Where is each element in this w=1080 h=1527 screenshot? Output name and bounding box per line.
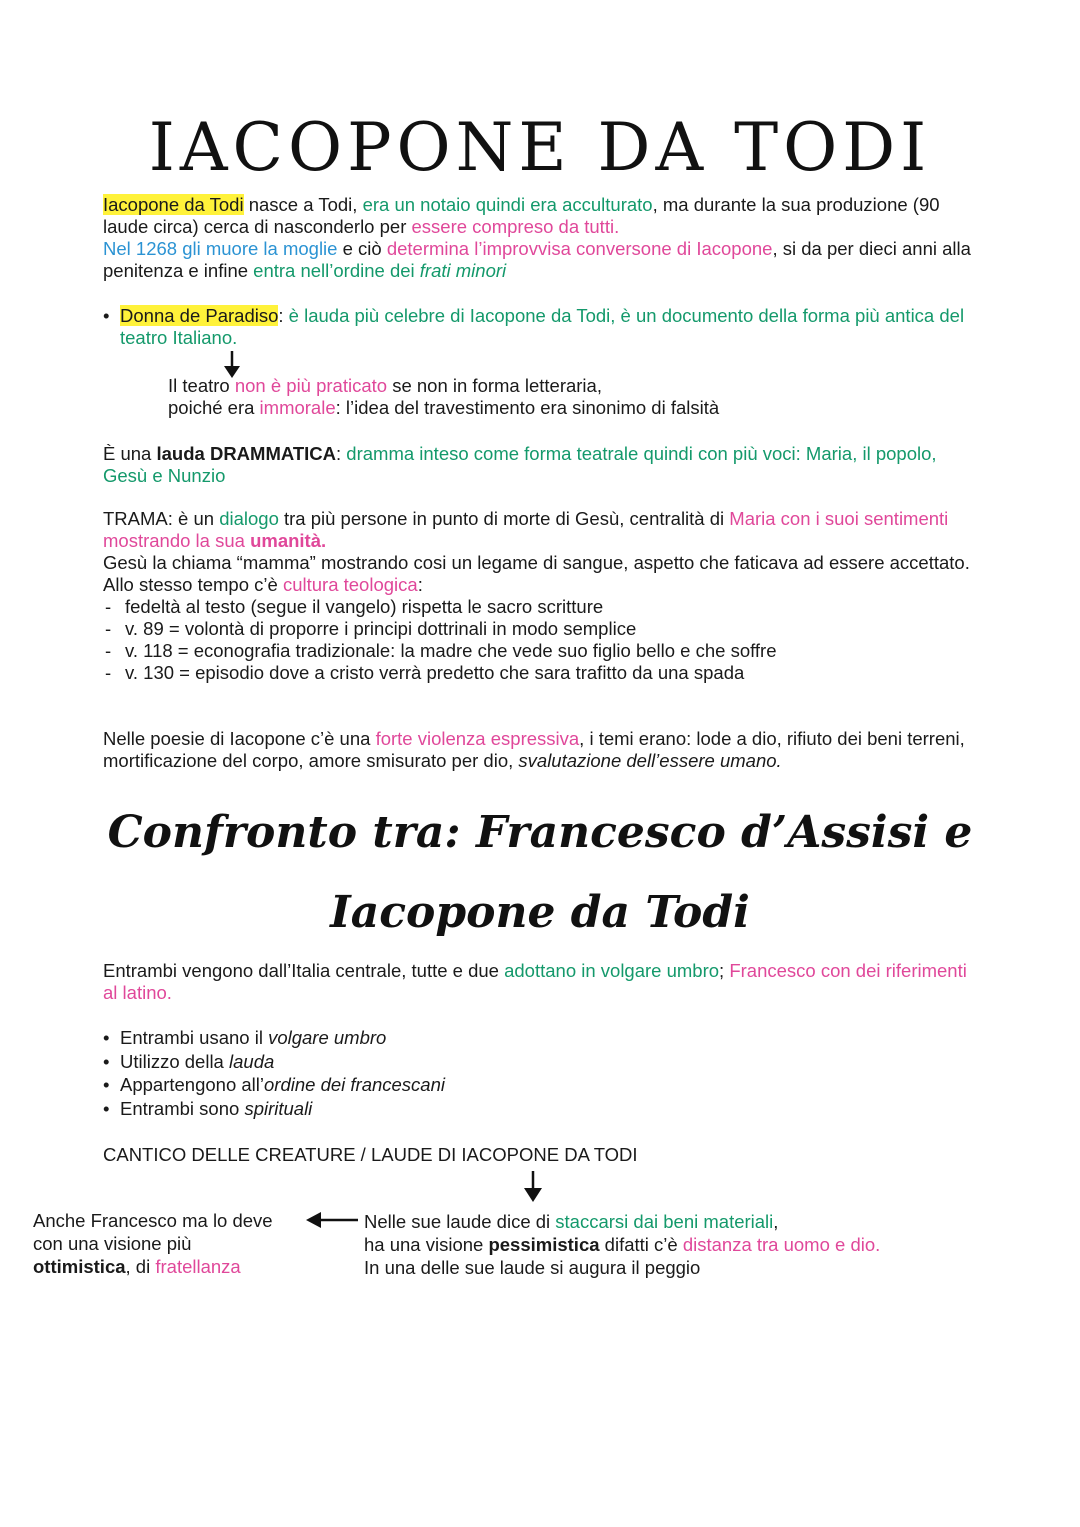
page-title: IACOPONE DA TODI [148,109,932,186]
intro-text-4: , si da per dieci anni alla penitenza e infine [103,238,971,281]
conversione-text: determina l’improvvisa conversone di Iacopone [386,238,773,259]
svalutazione-text: svalutazione dell’essere umano. [518,750,782,771]
intro-text: nasce a Todi, [243,194,363,215]
confronto-heading-line-2: Iacopone da Todi [330,887,750,938]
right-note-text-2: ha una visione [364,1234,489,1255]
maria-text: Maria con i suoi sentimenti mostrando la sua [103,508,949,551]
drammatica-paragraph [103,443,973,487]
donna-colon: : [278,305,289,326]
drammatica-colon: : [336,443,347,464]
bullet-list [103,1026,803,1120]
bullet-em: ordine dei francescani [264,1074,445,1095]
drammatica-text: È una [103,443,157,464]
compreso-text: essere compreso da tutti. [411,216,620,237]
list-item: - fedeltà al testo (segue il vangelo) rispetta le sacro scritture [103,596,983,618]
trama-line-3 [103,574,983,596]
adottano-text: adottano in volgare umbro [504,960,720,981]
list-item [103,1050,803,1074]
right-note-text: Nelle sue laude dice di [364,1211,556,1232]
lauda-drammatica: lauda DRAMMATICA [156,443,337,464]
list-item: - v. 118 = econografia tradizionale: la madre che vede suo figlio bello e che soffre [103,640,983,662]
list-item: - v. 130 = episodio dove a cristo verrà predetto che sara trafitto da una spada [103,662,983,684]
bullet-em: spirituali [244,1097,313,1119]
distanza-text: distanza tra uomo e dio. [682,1234,881,1255]
right-note [364,1210,1064,1279]
teatro-text-4: : l’idea del travestimento era sinonimo di falsità [335,397,720,418]
bullet-text: Utilizzo della [120,1050,229,1072]
frati-text: frati minori [419,260,507,281]
right-note-comma: , [773,1211,779,1232]
teatro-text-3: poiché era [168,397,260,418]
bullet-em: volgare umbro [268,1027,387,1048]
dialogo-text: dialogo [219,508,279,529]
left-note-line-1: Anche Francesco ma lo deve [33,1210,273,1231]
ordine-text: entra nell’ordine dei [253,260,420,281]
donna-bullet [103,305,980,349]
entrambi-paragraph [103,960,973,1004]
list-item [103,1097,803,1121]
right-note-text-3: difatti c’è [599,1234,683,1255]
list-item [103,1073,803,1097]
bullet-text: Entrambi sono [120,1097,245,1119]
left-note-text: , di [125,1256,156,1277]
cultura-text: cultura teologica [282,574,418,595]
poesie-paragraph [103,728,983,772]
trama-section [103,508,983,684]
pessimistica-text: pessimistica [488,1234,600,1255]
cantico-heading: CANTICO DELLE CREATURE / LAUDE DI IACOPONE DA TODI [103,1144,638,1165]
trama-line-2: Gesù la chiama “mamma” mostrando cosi un legame di sangue, aspetto che faticava ad essere accettato. [103,552,970,573]
donna-desc: è lauda più celebre di Iacopone da Todi, è un documento della forma più antica del teatro Italiano. [120,305,965,348]
donna-highlight: Donna de Paradiso [120,305,279,326]
umanita-text: umanità. [250,530,327,551]
entrambi-sep: ; [719,960,730,981]
entrambi-text: Entrambi vengono dall’Italia centrale, tutte e due [103,960,505,981]
confronto-heading-line-1: Confronto tra: Francesco d’Assisi e [107,807,973,858]
left-note-line-2: con una visione più [33,1233,192,1254]
right-note-line-3: In una delle sue laude si augura il peggio [364,1257,701,1278]
arrow-left-icon [305,1210,359,1230]
highlight-name: Iacopone da Todi [103,194,244,215]
fratellanza-text: fratellanza [155,1256,241,1277]
left-note [33,1209,303,1278]
non-praticato-text: non è più praticato [234,375,388,396]
bullet-text: Entrambi usano il [120,1027,269,1048]
drammatica-desc: dramma inteso come forma teatrale quindi con più voci: Maria, il popolo, Gesù e Nunzio [103,443,937,486]
teatro-note [168,375,928,419]
staccarsi-text: staccarsi dai beni materiali [555,1211,774,1232]
bullet-em: lauda [229,1050,275,1072]
arrow-down-icon [522,1170,544,1204]
trama-colon: : [417,574,423,595]
poesie-text-2: , i temi erano: lode a dio, rifiuto dei beni terreni, mortificazione del corpo, amore smisurato per dio, [103,728,965,771]
intro-text-3: e ciò [337,238,387,259]
intro-paragraph [103,194,983,282]
teatro-text: Il teatro [168,375,235,396]
francesco-text: Francesco con dei riferimenti al latino. [103,960,967,1003]
violenza-text: forte violenza espressiva [375,728,580,749]
immorale-text: immorale [259,397,336,418]
list-item [103,1026,803,1050]
intro-text-2: , ma durante la sua produzione (90 laude circa) cerca di nasconderlo per [103,194,940,237]
ottimistica-text: ottimistica [33,1256,126,1277]
trama-paragraph [103,508,983,552]
poesie-text: Nelle poesie di Iacopone c’è una [103,728,376,749]
notaio-text: era un notaio quindi era acculturato [362,194,653,215]
list-item: - v. 89 = volontà di proporre i principi dottrinali in modo semplice [103,618,983,640]
trama-text: TRAMA: è un [103,508,220,529]
trama-text-2: tra più persone in punto di morte di Gesù, centralità di [278,508,730,529]
moglie-text: Nel 1268 gli muore la moglie [103,238,338,259]
bullet-text: Appartengono all’ [120,1074,264,1095]
teatro-text-2: se non in forma letteraria, [387,375,602,396]
trama-text-3: Allo stesso tempo c’è [103,574,283,595]
